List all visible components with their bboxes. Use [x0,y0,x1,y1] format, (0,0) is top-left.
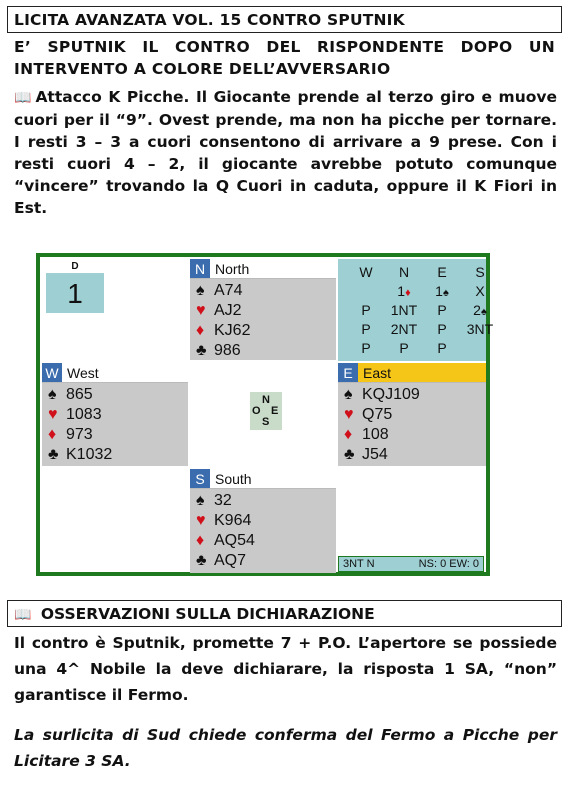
contract: 3NT N [343,558,375,570]
spade-icon: ♠ [196,282,205,299]
compass-west: O [252,405,261,417]
board-info [40,257,188,361]
bidding-table [338,259,494,361]
bid-call [462,339,498,358]
heart-icon: ♥ [196,512,206,529]
south-spades: 32 [214,492,232,509]
south-clubs: AQ7 [214,552,247,569]
west-header [42,363,188,383]
bid-call: 1♦ [397,283,411,299]
bid-call: P [437,340,447,356]
east-name: East [363,364,392,381]
west-hand [42,363,188,467]
spade-icon: ♠ [344,386,353,403]
west-spades: 865 [66,386,93,403]
section-subtitle: E’ SPUTNIK IL CONTRO DEL RISPONDENTE DOPO UN INTERVENTO A COLORE DELL’AVVERSARIO [14,38,555,78]
west-tag: W [42,363,62,382]
empty-corner [42,469,188,572]
bidding-header: W [359,264,373,280]
east-hearts: Q75 [362,406,393,423]
north-diamonds: KJ62 [214,322,251,339]
bid-call: P [361,321,371,337]
bidding-header: N [398,264,410,280]
south-tag: S [190,469,210,488]
open-book-icon: 📖 [14,90,32,106]
observations-text: Il contro è Sputnik, promette 7 + P.O. L’apertore se possiede una 4^ Nobile la deve dichiarare, la risposta 1 SA, “non” garantisce il Fermo. [14,634,557,704]
east-hand [338,363,486,467]
diamond-icon: ♦ [344,426,353,443]
west-clubs: K1032 [66,446,113,463]
bid-call: 1NT [390,302,418,318]
west-diamonds: 973 [66,426,93,443]
board-number: 1 [67,278,83,309]
open-book-icon: 📖 [14,607,32,623]
bidding-header: E [437,264,447,280]
observations-italic: La surlicita di Sud chiede conferma del Fermo a Picche per Licitare 3 SA. [14,726,557,770]
compass-south: S [262,416,270,428]
north-cards [190,279,336,360]
heart-icon: ♥ [196,302,206,319]
club-icon: ♣ [196,342,207,359]
table-center [190,363,336,467]
bid-call: 2NT [390,321,418,337]
spade-icon: ♠ [196,492,205,509]
south-hearts: K964 [214,512,252,529]
north-clubs: 986 [214,342,241,359]
lead-paragraph: Attacco K Picche. Il Giocante prende al terzo giro e muove cuori per il “9”. Ovest prende, ma non ha picche per tornare. I resti 3 – 3 a cuori consentono di arrivare a 9 prese. Con i resti cuori 4 – 2, il giocante avrebbe potuto comunque “vincere” trovando la Q Cuori in caduta, oppure il K Fiori in Est. [14,88,557,217]
bid-call: P [361,302,371,318]
south-hand [190,469,336,572]
lead-paragraph-container [14,86,557,219]
bid-call: 3NT [466,321,494,337]
bid-call: 2♠ [473,302,487,318]
club-icon: ♣ [196,552,207,569]
diamond-icon: ♦ [196,532,205,549]
north-hearts: AJ2 [214,302,242,319]
west-name: West [67,364,99,381]
observations-title: OSSERVAZIONI SULLA DICHIARAZIONE [40,605,375,623]
diamond-icon: ♦ [48,426,57,443]
bid-call: X [475,283,485,299]
north-spades: A74 [214,282,243,299]
west-hearts: 1083 [66,406,102,423]
south-header [190,469,336,489]
bridge-diagram [36,253,494,576]
south-name: South [215,470,252,487]
observations-heading [7,600,562,627]
east-clubs: J54 [362,446,388,463]
board-number-box [46,261,104,313]
bid-call: P [437,302,447,318]
heart-icon: ♥ [48,406,58,423]
east-tag: E [338,363,358,382]
heart-icon: ♥ [344,406,354,423]
bidding-header: S [475,264,485,280]
dealer-label: D [46,261,104,273]
east-cards [338,383,486,466]
north-hand [190,259,336,361]
club-icon: ♣ [344,446,355,463]
bid-call: P [361,340,371,356]
spade-icon: ♠ [48,386,57,403]
north-name: North [215,260,250,277]
north-header [190,259,336,279]
bid-call: P [437,321,447,337]
west-cards [42,383,188,466]
bid-call: 1♠ [435,283,449,299]
score: NS: 0 EW: 0 [418,558,479,570]
contract-bar [338,556,484,572]
bid-call [348,282,384,301]
page-title: LICITA AVANZATA VOL. 15 CONTRO SPUTNIK [7,6,562,33]
bid-call: P [399,340,409,356]
east-spades: KQJ109 [362,386,420,403]
south-cards [190,489,336,573]
club-icon: ♣ [48,446,59,463]
compass-rose [250,392,282,430]
result-corner [338,469,486,572]
north-tag: N [190,259,210,278]
diamond-icon: ♦ [196,322,205,339]
south-diamonds: AQ54 [214,532,255,549]
bidding-grid [338,259,494,358]
compass-north: N [262,394,270,406]
east-diamonds: 108 [362,426,389,443]
compass-east: E [271,405,279,417]
east-header [338,363,486,383]
